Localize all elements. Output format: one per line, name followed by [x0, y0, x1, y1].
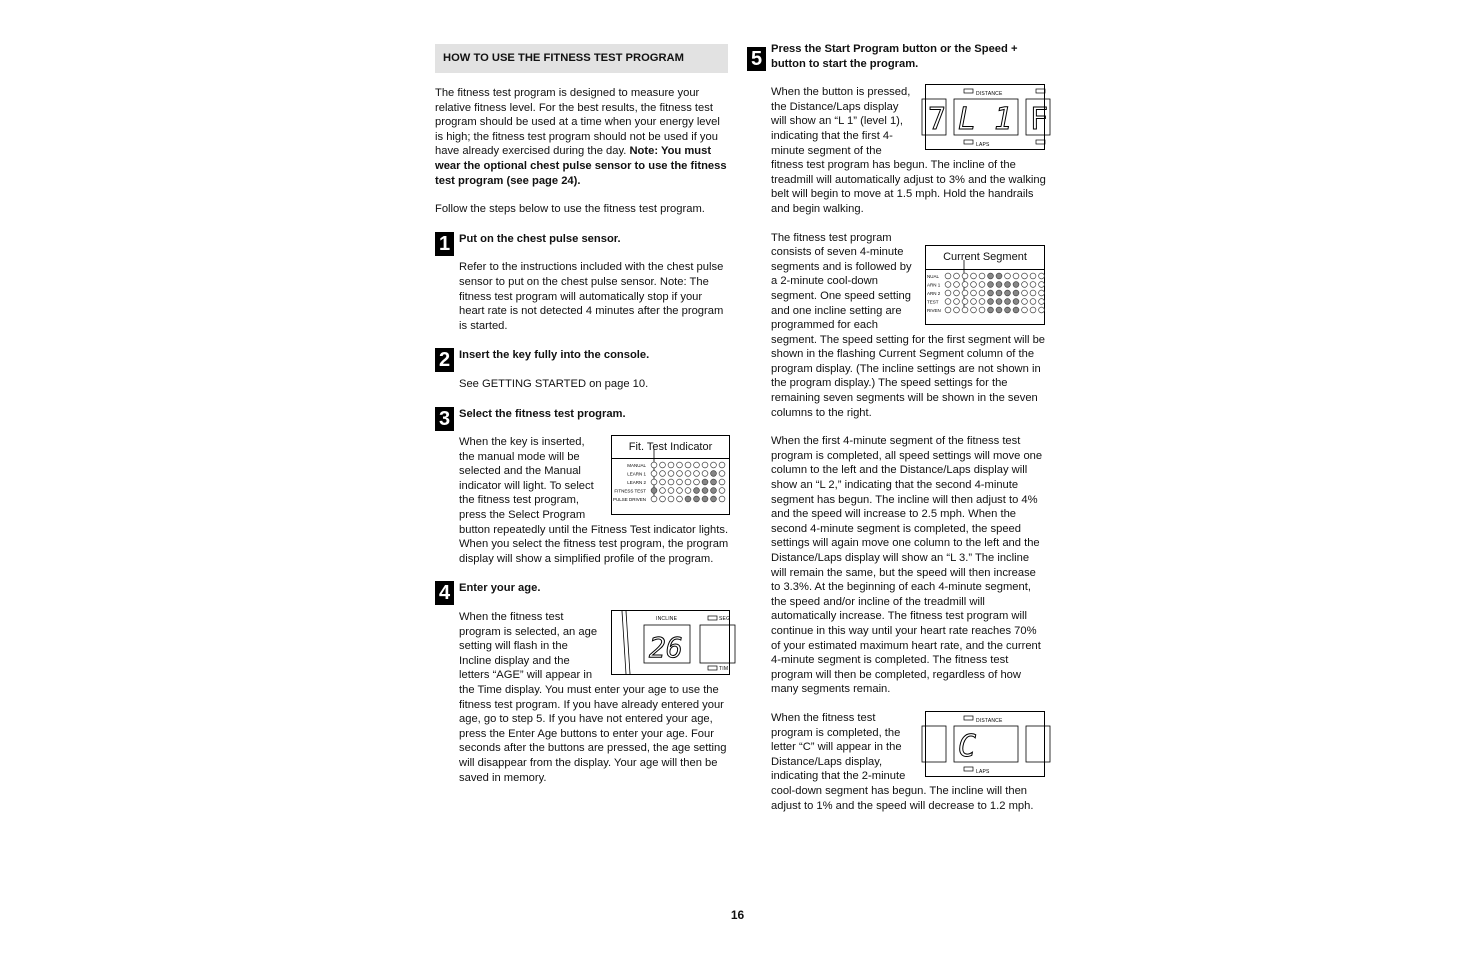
matrix-dot — [1022, 298, 1028, 304]
matrix-dot — [979, 290, 985, 296]
matrix-dot — [685, 471, 691, 477]
step-3-body: When the key is inserted, the manual mode will be selected and the Manual indicator will light. To select the fitness test program, press the Select Program button repeatedly until the Fitness Test indicator lights. When you select the fitness test program, the program display will show a simplified profile of the program. — [459, 436, 729, 565]
distance-laps-figure-l1 — [925, 84, 1049, 150]
age-value: 26 — [649, 631, 683, 665]
step-5-para-4: When the fitness test program is completed, the letter “C” will appear in the Distance/Laps display, indicating that the 2-minute cool-down segment has begun. The incline will then adjust to 1% and the speed will decrease to 1.2 mph. — [771, 711, 1034, 812]
matrix-dot — [1005, 290, 1011, 296]
step-4-title: Enter your age. — [459, 582, 541, 595]
matrix-dot — [711, 471, 717, 477]
matrix-row-label: ARN 2 — [927, 290, 941, 296]
matrix-dot — [945, 307, 951, 313]
matrix-dot — [1030, 290, 1036, 296]
matrix-row-label: FITNESS TEST — [614, 488, 646, 494]
matrix-dot — [702, 496, 708, 502]
matrix-dot — [677, 496, 683, 502]
matrix-dot — [1005, 307, 1011, 313]
matrix-dot — [988, 298, 994, 304]
matrix-row-label: RIVEN — [927, 307, 941, 313]
matrix-dot — [677, 488, 683, 494]
matrix-row-label: PULSE DRIVEN — [612, 497, 646, 503]
matrix-dot — [685, 462, 691, 468]
matrix-dot — [694, 462, 700, 468]
matrix-dot — [694, 479, 700, 485]
distance-label-2: DISTANCE — [976, 717, 1003, 724]
distance-laps-svg-2 — [926, 712, 1044, 776]
laps-label: LAPS — [976, 142, 990, 149]
program-display-dots — [612, 459, 729, 515]
step-number-5: 5 — [747, 47, 766, 71]
matrix-dot — [945, 281, 951, 287]
matrix-dot — [979, 298, 985, 304]
matrix-dot — [660, 488, 666, 494]
matrix-dot — [996, 281, 1002, 287]
matrix-dot — [660, 471, 666, 477]
matrix-dot — [1013, 281, 1019, 287]
matrix-dot — [651, 479, 657, 485]
section-title: HOW TO USE THE FITNESS TEST PROGRAM — [435, 44, 728, 73]
matrix-dot — [677, 479, 683, 485]
matrix-row-label: MANUAL — [627, 463, 646, 469]
matrix-dot — [954, 273, 960, 279]
matrix-dot — [996, 290, 1002, 296]
matrix-dot — [1022, 281, 1028, 287]
step-1-title: Put on the chest pulse sensor. — [459, 232, 621, 245]
matrix-dot — [996, 298, 1002, 304]
matrix-dot — [702, 471, 708, 477]
laps-label-2: LAPS — [976, 768, 990, 775]
step-2-title: Insert the key fully into the console. — [459, 349, 650, 362]
matrix-dot — [945, 290, 951, 296]
current-segment-dots — [926, 270, 1044, 325]
matrix-dot — [996, 307, 1002, 313]
matrix-dot — [1030, 273, 1036, 279]
matrix-dot — [660, 496, 666, 502]
matrix-dot — [668, 488, 674, 494]
intro-note: Note: You must wear the optional chest pulse sensor to use the fitness test program (see page 24). — [435, 145, 727, 187]
matrix-dot — [1022, 307, 1028, 313]
distance-laps-figure-c — [925, 711, 1045, 777]
step-2-body: See GETTING STARTED on page 10. — [459, 377, 649, 390]
matrix-dot — [971, 290, 977, 296]
matrix-dot — [719, 479, 725, 485]
matrix-dot — [988, 307, 994, 313]
matrix-dot — [979, 307, 985, 313]
matrix-dot — [668, 479, 674, 485]
matrix-row-label: TEST — [927, 299, 939, 305]
matrix-dot — [694, 488, 700, 494]
matrix-dot — [1022, 273, 1028, 279]
matrix-dot — [945, 273, 951, 279]
matrix-dot — [711, 496, 717, 502]
distance-label: DISTANCE — [976, 91, 1003, 98]
step-2 — [435, 348, 730, 391]
matrix-dot — [668, 496, 674, 502]
matrix-dot — [1030, 307, 1036, 313]
matrix-dot — [988, 273, 994, 279]
matrix-dot — [719, 462, 725, 468]
fitness-test-indicator-figure — [611, 435, 730, 515]
matrix-dot — [694, 471, 700, 477]
matrix-dot — [979, 273, 985, 279]
matrix-dot — [1039, 281, 1045, 287]
matrix-row-label: ARN 1 — [927, 282, 941, 288]
matrix-dot — [971, 273, 977, 279]
incline-display-svg — [612, 611, 729, 674]
current-segment-caption: Current Segment — [926, 246, 1044, 270]
matrix-dot — [651, 496, 657, 502]
matrix-dot — [971, 307, 977, 313]
matrix-dot — [668, 471, 674, 477]
matrix-dot — [1039, 273, 1045, 279]
figure-caption: Fit. Test Indicator — [612, 436, 729, 459]
matrix-dot — [1013, 307, 1019, 313]
matrix-dot — [954, 290, 960, 296]
current-segment-figure — [925, 245, 1045, 325]
time-label: TIM — [719, 666, 729, 673]
step-5-title: Press the Start Program button or the Speed + button to start the program. — [771, 43, 1018, 70]
matrix-dot — [685, 488, 691, 494]
step-5-para-3: When the first 4-minute segment of the fitness test program is completed, all speed settings will move one column to the left and the Distance/Laps display will show an “L 2,” indicating that the second 4-minute segment has begun. The incline will then adjust to 4% and the speed will increase to 2.5 mph. When the second 4-minute segment is completed, the speed settings will again move one column to the left and the Distance/Laps display will show an “L 3.” The incline will remain the same, but the speed will then increase to 3.3%. At the beginning of each 4-minute segment, the speed and/or incline of the treadmill will automatically increase. The fitness test program will continue in this way until your heart rate reaches 70% of your estimated maximum heart rate, and the current 4-minute segment is completed. The fitness test program will then be completed, regardless of how many segments remain. — [771, 435, 1043, 696]
matrix-dot — [651, 471, 657, 477]
matrix-dot — [1013, 298, 1019, 304]
step-5-para-2: The fitness test program consists of seven 4-minute segments and is followed by a 2-minute cool-down segment. One speed setting and one incline setting are programmed for each segment. The speed setting for the first segment will be shown in the flashing Current Segment column of the program display. (The incline settings are not shown in the program display.) The speed settings for the remaining seven segments will be shown in the seven columns to the right. — [771, 231, 1046, 419]
step-5 — [747, 42, 1047, 813]
matrix-dot — [962, 290, 968, 296]
matrix-dot — [1030, 281, 1036, 287]
step-3 — [435, 407, 730, 567]
matrix-dot — [702, 479, 708, 485]
matrix-dot — [711, 479, 717, 485]
step-1-body: Refer to the instructions included with the chest pulse sensor to put on the chest pulse sensor. Note: The fitness test program will automatically stop if your heart rate is not detected 4 minutes after the program is started. — [459, 261, 724, 332]
matrix-dot — [1039, 290, 1045, 296]
matrix-dot — [702, 488, 708, 494]
matrix-dot — [954, 281, 960, 287]
matrix-dot — [979, 281, 985, 287]
left-column — [435, 40, 730, 785]
matrix-dot — [677, 462, 683, 468]
matrix-dot — [685, 479, 691, 485]
matrix-dot — [677, 471, 683, 477]
matrix-dot — [1039, 298, 1045, 304]
matrix-dot — [962, 281, 968, 287]
matrix-dot — [651, 488, 657, 494]
step-5-para-1: When the button is pressed, the Distance/Laps display will show an “L 1” (level 1), indicating that the first 4-minute segment of the fitness test program has begun. The incline of the treadmill will automatically adjust to 3% and the walking belt will begin to move at 1.5 mph. Hold the handrails and begin walking. — [771, 86, 1046, 215]
matrix-dot — [660, 462, 666, 468]
cooldown-value: C — [958, 728, 977, 764]
step-1 — [435, 232, 730, 334]
matrix-dot — [719, 496, 725, 502]
matrix-dot — [1022, 290, 1028, 296]
matrix-row-label: LEARN 2 — [627, 480, 646, 486]
matrix-dot — [719, 471, 725, 477]
distance-laps-svg-1 — [926, 85, 1049, 149]
follow-text: Follow the steps below to use the fitness test program. — [435, 203, 705, 216]
matrix-dot — [996, 273, 1002, 279]
step-4-body: When the fitness test program is selected, an age setting will flash in the Incline display and the letters “AGE” will appear in the Time display. You must enter your age to use the fitness test program. If you have already entered your age, go to step 5. If you have not entered your age, press the Enter Age buttons to enter your age. Four seconds after the buttons are pressed, the age setting will disappear from the display. Your age will then be saved in memory. — [459, 611, 727, 784]
matrix-dot — [962, 307, 968, 313]
matrix-dot — [971, 298, 977, 304]
page-number: 16 — [730, 908, 745, 922]
matrix-dot — [694, 496, 700, 502]
matrix-dot — [660, 479, 666, 485]
matrix-dot — [1005, 281, 1011, 287]
matrix-dot — [971, 281, 977, 287]
matrix-dot — [988, 290, 994, 296]
matrix-row-label: LEARN 1 — [627, 471, 646, 477]
matrix-dot — [962, 273, 968, 279]
matrix-dot — [1013, 290, 1019, 296]
step-4 — [435, 581, 730, 785]
matrix-dot — [962, 298, 968, 304]
step-3-title: Select the fitness test program. — [459, 407, 626, 420]
matrix-dot — [651, 462, 657, 468]
matrix-dot — [668, 462, 674, 468]
matrix-dot — [711, 462, 717, 468]
matrix-dot — [954, 298, 960, 304]
matrix-dot — [1005, 273, 1011, 279]
step-number-3: 3 — [435, 407, 454, 431]
incline-display-figure — [611, 610, 730, 675]
matrix-dot — [685, 496, 691, 502]
matrix-dot — [719, 488, 725, 494]
matrix-dot — [1030, 298, 1036, 304]
matrix-dot — [988, 281, 994, 287]
level-value: L 1 — [958, 102, 1013, 138]
right-digit-value: F — [1030, 102, 1049, 138]
step-number-4: 4 — [435, 581, 454, 605]
matrix-dot — [945, 298, 951, 304]
matrix-dot — [1005, 298, 1011, 304]
matrix-dot — [702, 462, 708, 468]
step-number-1: 1 — [435, 232, 454, 256]
intro-paragraph — [435, 86, 730, 188]
left-digit-value: 7 — [928, 102, 947, 138]
seg-label: SEG — [719, 616, 731, 623]
step-number-2: 2 — [435, 348, 454, 372]
intro-text: The fitness test program is designed to measure your relative fitness level. For the best results, the fitness test program should be used at a time when your energy level is high; the fitness test program should not be used if you have already exercised during the day. — [435, 87, 720, 158]
matrix-dot — [954, 307, 960, 313]
incline-label: INCLINE — [656, 616, 678, 623]
right-column — [747, 40, 1047, 813]
matrix-dot — [711, 488, 717, 494]
matrix-dot — [1039, 307, 1045, 313]
matrix-row-label: NUAL — [927, 273, 940, 279]
matrix-dot — [1013, 273, 1019, 279]
